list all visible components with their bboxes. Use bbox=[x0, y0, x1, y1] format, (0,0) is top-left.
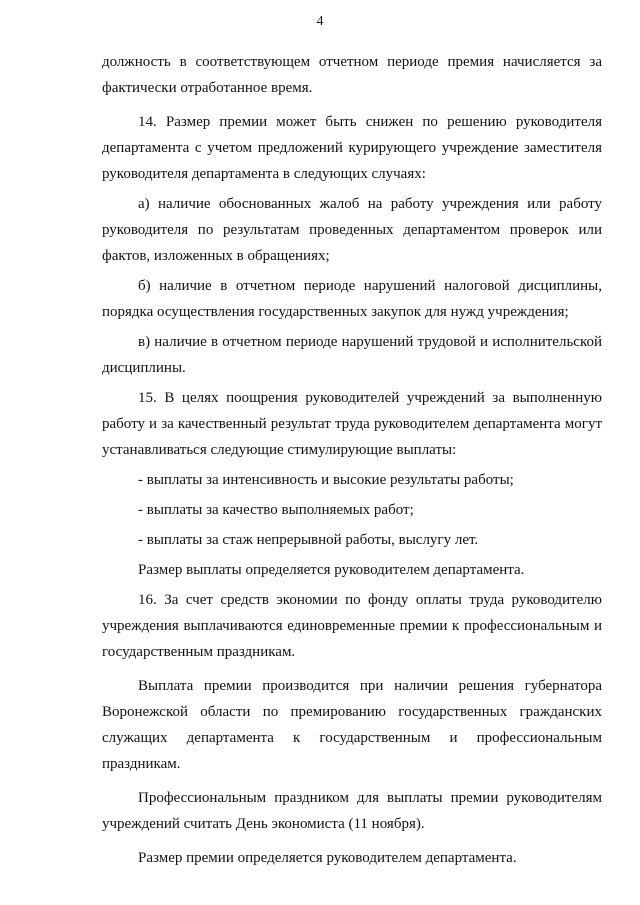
paragraph-15-dash-1: - выплаты за интенсивность и высокие результаты работы; bbox=[138, 472, 514, 488]
paragraph-16-payment: Выплата премии производится при наличии решения губернатора Воронежской области по премированию государственных гражданских служащих департамента к государственным и профессиональным праздникам. bbox=[102, 678, 602, 772]
page-number: 4 bbox=[316, 14, 324, 29]
paragraph-14-b: б) наличие в отчетном периоде нарушений налоговой дисциплины, порядка осуществления государственных закупок для нужд учреждения; bbox=[102, 278, 602, 320]
document-body bbox=[102, 49, 602, 871]
paragraph-15-dash-3: - выплаты за стаж непрерывной работы, выслугу лет. bbox=[138, 532, 479, 548]
paragraph-15-closing: Размер выплаты определяется руководителем департамента. bbox=[138, 562, 525, 578]
paragraph-14-a: а) наличие обоснованных жалоб на работу учреждения или работу руководителя по результатам проведенных департаментом проверок или фактов, изложенных в обращениях; bbox=[102, 196, 602, 264]
paragraph-15-dash-2: - выплаты за качество выполняемых работ; bbox=[138, 502, 414, 518]
paragraph-16-closing: Размер премии определяется руководителем департамента. bbox=[138, 850, 517, 866]
paragraph-16: 16. За счет средств экономии по фонду оплаты труда руководителю учреждения выплачиваются единовременные премии к профессиональным и государственным праздникам. bbox=[102, 592, 602, 660]
paragraph-16-holiday: Профессиональным праздником для выплаты премии руководителям учреждений считать День экономиста (11 ноября). bbox=[102, 790, 602, 832]
paragraph-15: 15. В целях поощрения руководителей учреждений за выполненную работу и за качественный результат труда руководителем департамента могут устанавливаться следующие стимулирующие выплаты: bbox=[102, 390, 602, 458]
paragraph-continuation: должность в соответствующем отчетном периоде премия начисляется за фактически отработанное время. bbox=[102, 54, 602, 96]
paragraph-14: 14. Размер премии может быть снижен по решению руководителя департамента с учетом предложений курирующего учреждение заместителя руководителя департамента в следующих случаях: bbox=[102, 114, 602, 182]
paragraph-14-v: в) наличие в отчетном периоде нарушений трудовой и исполнительской дисциплины. bbox=[102, 334, 602, 376]
